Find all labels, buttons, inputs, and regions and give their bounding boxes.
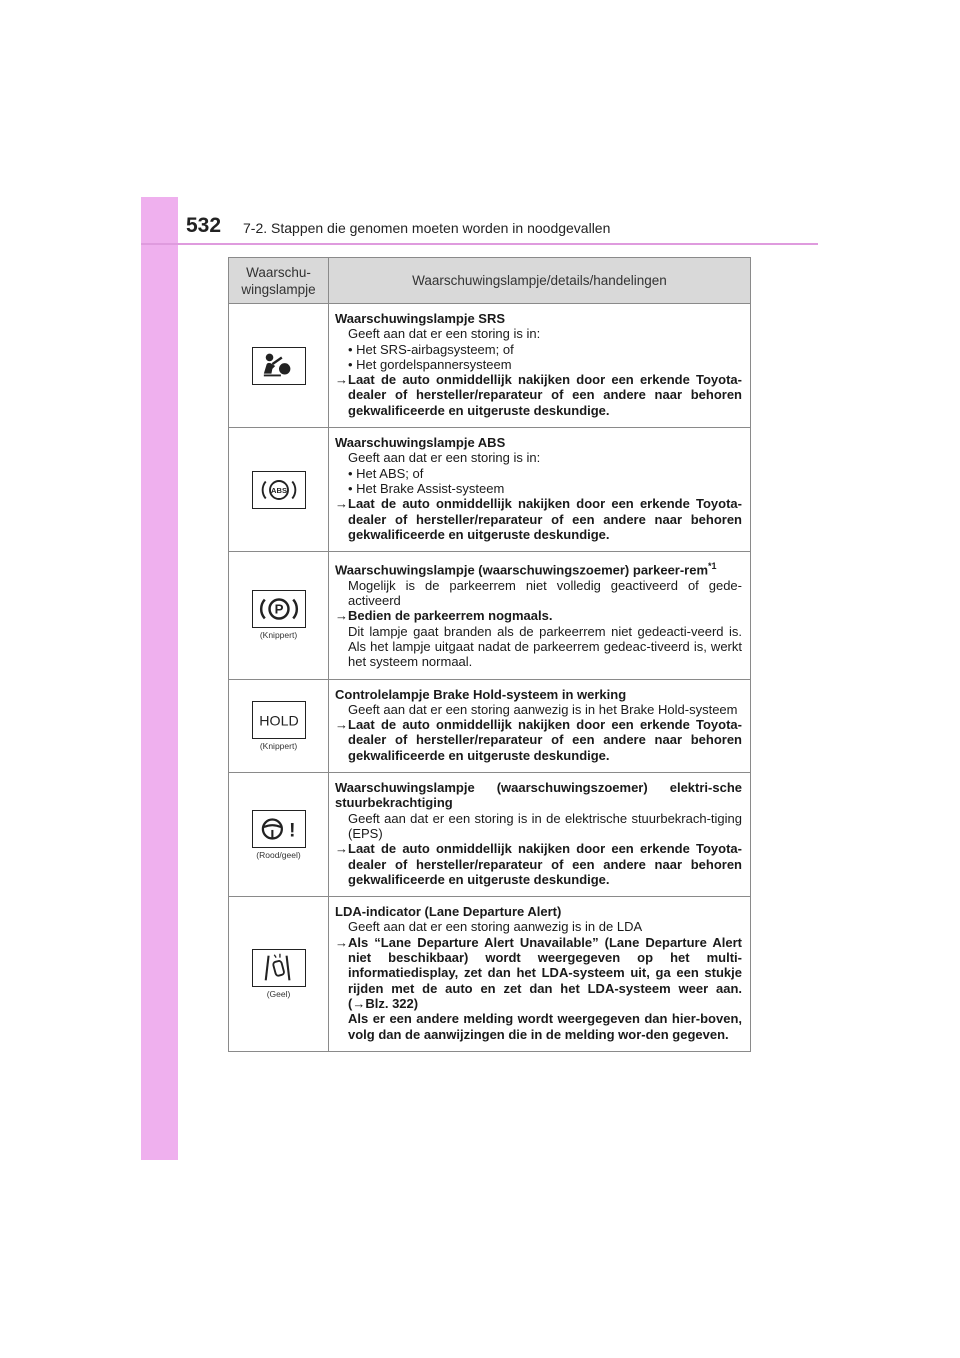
action-text: Laat de auto onmiddellijk nakijken door een erkende Toyota-dealer of hersteller/reparateur of een andere naar behoren gekwalificeerde en uitgeruste deskundige. [348, 496, 742, 542]
column-header-light: Waarschu- wingslampje [229, 258, 329, 304]
icon-caption: (Rood/geel) [256, 849, 301, 860]
light-title: Waarschuwingslampje ABS [335, 435, 506, 451]
light-title: Controlelampje Brake Hold-systeem in werking [335, 686, 627, 702]
light-description: Geeft aan dat er een storing aanwezig is in het Brake Hold-systeem [348, 701, 738, 717]
light-description: Geeft aan dat er een storing is in de elektrische stuurbekrach-tiging (EPS) [348, 810, 742, 841]
list-item: • Het gordelspannersysteem [335, 357, 742, 372]
light-title: Waarschuwingslampje SRS [335, 311, 506, 326]
action-text: Laat de auto onmiddellijk nakijken door een erkende Toyota-dealer of hersteller/reparateur of een andere naar behoren gekwalificeerde en uitgeruste deskundige. [348, 372, 742, 418]
page-reference: Blz. 322) [365, 995, 419, 1011]
action-text: Als “Lane Departure Alert Unavailable” (Lane Departure Alert niet beschikbaar) wordt weergegeven op het multi-informatiedisplay, zet dan het LDA-systeem uit, ga een stukje rijden met de auto en zet dan het LDA-systeem weer aan. (→Blz. 322) [348, 934, 742, 1011]
side-tab-bar [141, 197, 178, 1160]
column-header-details: Waarschuwingslampje/details/handelingen [329, 258, 751, 304]
list-item: • Het Brake Assist-systeem [335, 481, 742, 496]
section-title: 7-2. Stappen die genomen moeten worden in noodgevallen [243, 220, 611, 236]
action-line [335, 717, 742, 763]
action-text: Laat de auto onmiddellijk nakijken door een erkende Toyota-dealer of hersteller/reparateur of een andere naar behoren gekwalificeerde en uitgeruste deskundige. [348, 841, 742, 887]
warning-light-table [228, 257, 751, 1052]
svg-text:!: ! [288, 820, 295, 842]
light-title: Waarschuwingslampje (waarschuwingszoemer) elektri-sche stuurbekrachtiging [335, 780, 742, 811]
arrow-icon: → [335, 608, 348, 624]
icon-cell [229, 428, 329, 552]
arrow-icon: → [335, 934, 348, 950]
svg-text:P: P [274, 602, 283, 618]
light-description: Geeft aan dat er een storing is in: [348, 326, 541, 342]
icon-cell [229, 304, 329, 428]
icon-caption: (Knippert) [259, 740, 298, 751]
description-cell [329, 679, 751, 772]
description-cell [329, 897, 751, 1052]
table-row [229, 428, 751, 552]
extra-note: Dit lampje gaat branden als de parkeerrem niet gedeacti-veerd is. Als het lampje uitgaat nadat de parkeerrem gedeac-tiveerd is, werkt het systeem normaal. [348, 623, 742, 670]
table-header-row [229, 258, 751, 304]
icon-cell [229, 897, 329, 1052]
light-title: LDA-indicator (Lane Departure Alert) [335, 904, 562, 920]
description-cell [329, 428, 751, 552]
table-row [229, 304, 751, 428]
light-title: Waarschuwingslampje (waarschuwingszoemer) parkeer-rem$^{*1}$ [335, 561, 717, 578]
steering-warning-icon [252, 810, 306, 848]
action-text: Laat de auto onmiddellijk nakijken door een erkende Toyota-dealer of hersteller/reparateur of een andere naar behoren gekwalificeerde en uitgeruste deskundige. [348, 717, 742, 763]
action-text: Bedien de parkeerrem nogmaals. [348, 608, 553, 624]
arrow-icon: → [335, 841, 348, 857]
table-row [229, 552, 751, 679]
icon-cell [229, 679, 329, 772]
brake-hold-icon [252, 701, 306, 739]
abs-icon [252, 471, 306, 509]
icon-caption: (Knippert) [259, 630, 298, 641]
extra-note: Als er een andere melding wordt weergegeven dan hier-boven, volg dan de aanwijzingen die in de melding wor-den gegeven. [348, 1011, 742, 1042]
icon-cell [229, 552, 329, 679]
page-ref-arrow: → [352, 995, 366, 1011]
action-line [335, 608, 742, 623]
icon-cell [229, 773, 329, 897]
header-divider [141, 243, 818, 245]
action-line [335, 372, 742, 418]
table-row [229, 679, 751, 772]
lda-icon [252, 949, 306, 987]
action-line [335, 935, 742, 1011]
light-description: Geeft aan dat er een storing aanwezig is in de LDA [348, 919, 643, 935]
action-line [335, 496, 742, 542]
description-cell [329, 304, 751, 428]
description-cell [329, 552, 751, 679]
light-description: Mogelijk is de parkeerrem niet volledig geactiveerd of gede-activeerd [348, 577, 742, 609]
list-item: • Het ABS; of [335, 466, 742, 481]
arrow-icon: → [335, 496, 348, 512]
action-line [335, 841, 742, 887]
arrow-icon: → [335, 372, 348, 388]
icon-caption: (Geel) [266, 988, 291, 999]
light-description: Geeft aan dat er een storing is in: [348, 450, 541, 466]
description-cell [329, 773, 751, 897]
footnote-ref: *1 [708, 561, 717, 572]
svg-text:ABS: ABS [270, 485, 287, 495]
parking-brake-icon [252, 590, 306, 628]
table-row [229, 773, 751, 897]
table-row [229, 897, 751, 1052]
srs-airbag-icon [252, 347, 306, 385]
list-item: • Het SRS-airbagsysteem; of [335, 342, 742, 357]
arrow-icon: → [335, 717, 348, 733]
svg-text:HOLD: HOLD [258, 713, 299, 730]
page-number: 532 [186, 214, 222, 237]
